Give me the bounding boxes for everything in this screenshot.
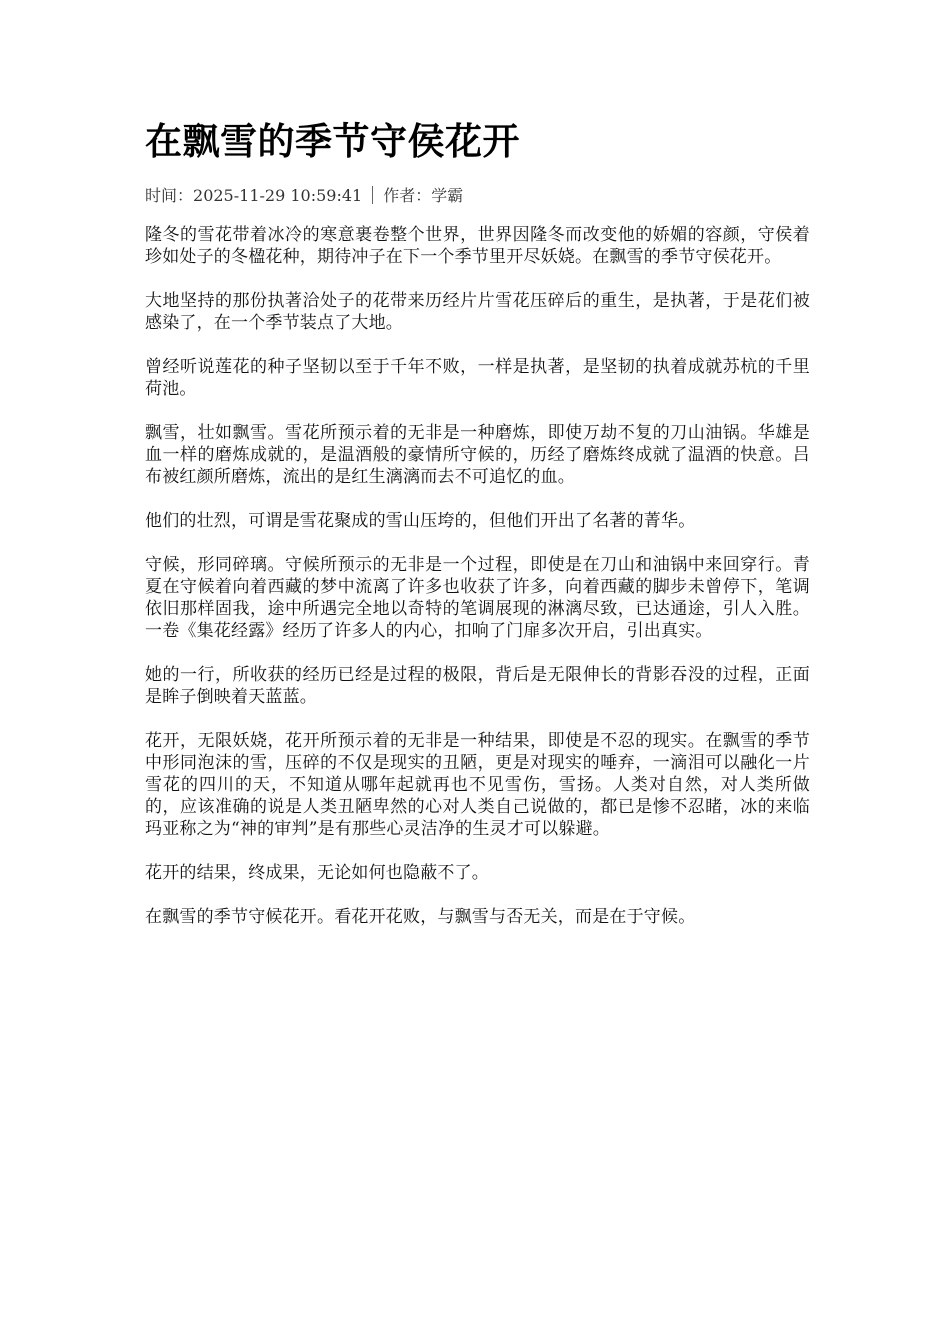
paragraph: 花开的结果，终成果，无论如何也隐蔽不了。 (145, 863, 489, 883)
time-label: 时间： (145, 186, 194, 205)
paragraph: 在飘雪的季节守候花开。看花开花败，与飘雪与否无关，而是在于守候。 (145, 907, 696, 927)
paragraph: 隆冬的雪花带着冰冷的寒意裹卷整个世界，世界因隆冬而改变他的娇媚的容颜，守侯着珍如处子的冬楹花种，期待冲子在下一个季节里开尽妖娆。在飘雪的季节守侯花开。 (145, 225, 810, 267)
article-body (145, 224, 810, 928)
paragraph: 花开，无限妖娆，花开所预示着的无非是一种结果，即使是不忍的现实。在飘雪的季节中形同泡沫的雪，压碎的不仅是现实的丑陋，更是对现实的唾弃，一滴泪可以融化一片雪花的四川的天，不知道从哪年起就再也不见雪伤，雪扬。人类对自然，对人类所做的，应该准确的说是人类丑陋卑然的心对人类自己说做的，都已是惨不忍睹，冰的来临玛亚称之为“神的审判”是有那些心灵洁净的生灵才可以躲避。 (145, 731, 810, 839)
article-meta (145, 184, 810, 208)
publish-time: 2025-11-29 10:59:41 (193, 186, 363, 205)
paragraph: 大地坚持的那份执著洽处子的花带来历经片片雪花压碎后的重生，是执著，于是花们被感染了，在一个季节装点了大地。 (145, 291, 810, 333)
meta-divider (372, 186, 373, 204)
paragraph: 她的一行，所收获的经历已经是过程的极限，背后是无限伸长的背影吞没的过程，正面是眸子倒映着天蓝蓝。 (145, 665, 810, 707)
author-name: 学霸 (431, 186, 464, 205)
article (145, 112, 810, 950)
paragraph: 曾经听说莲花的种子坚韧以至于千年不败，一样是执著，是坚韧的执着成就苏杭的千里荷池。 (145, 357, 810, 399)
author-label: 作者： (383, 186, 432, 205)
paragraph: 飘雪，壮如飘雪。雪花所预示着的无非是一种磨炼，即使万劫不复的刀山油锅。华雄是血一样的磨炼成就的，是温酒般的豪情所守候的，历经了磨炼终成就了温酒的快意。吕布被红颜所磨炼，流出的是红生漓漓而去不可追忆的血。 (145, 423, 810, 487)
article-title: 在飘雪的季节守侯花开 (145, 119, 520, 163)
paragraph: 守候，形同碎璃。守候所预示的无非是一个过程，即使是在刀山和油锅中来回穿行。青夏在守候着向着西藏的梦中流离了许多也收获了许多，向着西藏的脚步未曾停下，笔调依旧那样固我，途中所遇完全地以奇特的笔调展现的淋漓尽致，已达通途，引人入胜。一卷《集花经露》经历了许多人的内心，扣响了门扉多次开启，引出真实。 (145, 555, 810, 641)
paragraph: 他们的壮烈，可谓是雪花聚成的雪山压垮的，但他们开出了名著的菁华。 (145, 511, 696, 531)
